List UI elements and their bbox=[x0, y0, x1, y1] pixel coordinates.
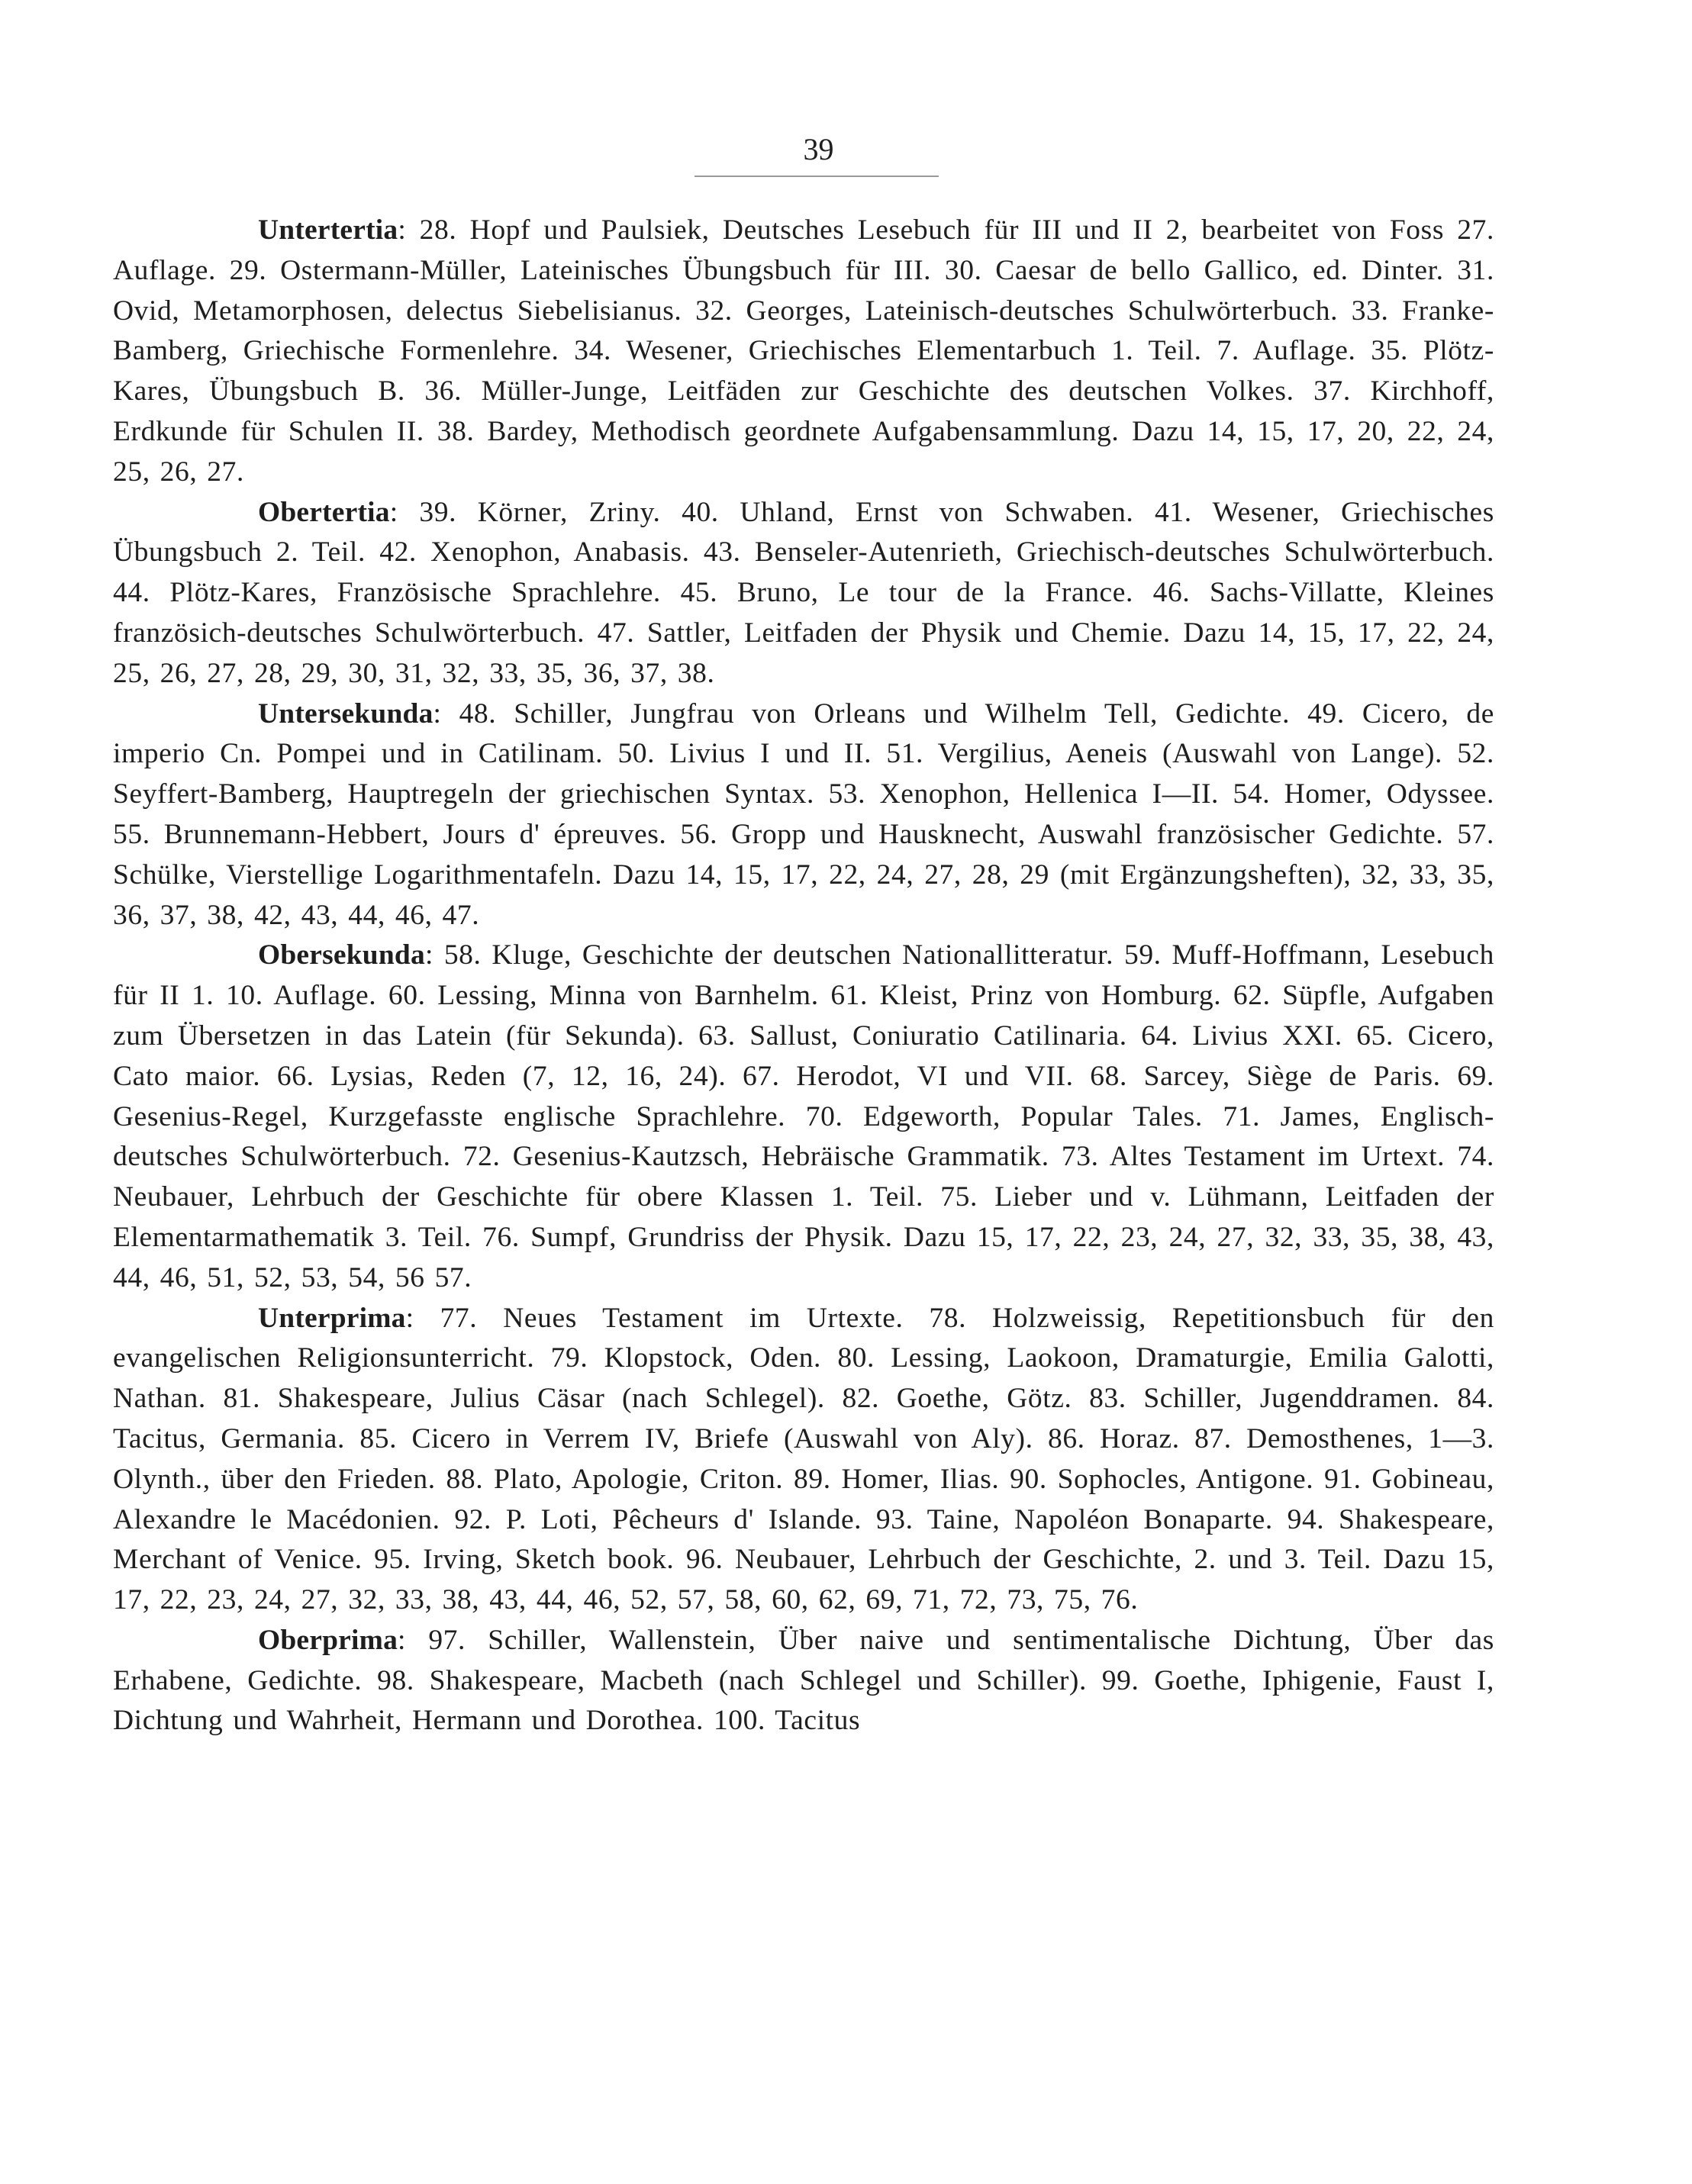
section-heading: Obersekunda bbox=[258, 939, 425, 971]
section-unterprima bbox=[113, 1299, 1494, 1621]
section-text: : 58. Kluge, Geschichte der deutschen Nationallitteratur. 59. Muff-Hoffmann, Lesebuch für II 1. 10. Auflage. 60. Lessing, Minna von Barnhelm. 61. Kleist, Prinz von Homburg. 62. Süpfle, Aufgaben zum Übersetzen in das Latein (für Sekunda). 63. Sallust, Coniuratio Catilinaria. 64. Livius XXI. 65. Cicero, Cato maior. 66. Lysias, Reden (7, 12, 16, 24). 67. Herodot, VI und VII. 68. Sarcey, Siège de Paris. 69. Gesenius-Regel, Kurzgefasste englische Sprachlehre. 70. Edgeworth, Popular Tales. 71. James, Englisch-deutsches Schulwörterbuch. 72. Gesenius-Kautzsch, Hebräische Grammatik. 73. Altes Testament im Urtext. 74. Neubauer, Lehrbuch der Geschichte für obere Klassen 1. Teil. 75. Lieber und v. Lühmann, Leitfaden der Elementarmathematik 3. Teil. 76. Sumpf, Grundriss der Physik. Dazu 15, 17, 22, 23, 24, 27, 32, 33, 35, 38, 43, 44, 46, 51, 52, 53, 54, 56 57. bbox=[113, 939, 1494, 1293]
section-untertertia bbox=[113, 211, 1494, 493]
book-list bbox=[113, 211, 1494, 1741]
section-heading: Unterprima bbox=[258, 1302, 406, 1334]
section-text: : 97. Schiller, Wallenstein, Über naive und sentimentalische Dichtung, Über das Erhabene, Gedichte. 98. Shakespeare, Macbeth (nach Schlegel und Schiller). 99. Goethe, Iphigenie, Faust I, Dichtung und Wahrheit, Hermann und Dorothea. 100. Tacitus bbox=[113, 1624, 1494, 1737]
header-rule bbox=[695, 176, 939, 177]
section-text: : 28. Hopf und Paulsiek, Deutsches Lesebuch für III und II 2, bearbeitet von Foss 27. Auflage. 29. Ostermann-Müller, Lateinisches Übungsbuch für III. 30. Caesar de bello Gallico, ed. Dinter. 31. Ovid, Metamorphosen, delectus Siebelisianus. 32. Georges, Lateinisch-deutsches Schulwörterbuch. 33. Franke-Bamberg, Griechische Formenlehre. 34. Wesener, Griechisches Elementarbuch 1. Teil. 7. Auflage. 35. Plötz-Kares, Übungsbuch B. 36. Müller-Junge, Leitfäden zur Geschichte des deutschen Volkes. 37. Kirchhoff, Erdkunde für Schulen II. 38. Bardey, Methodisch geordnete Aufgabensammlung. Dazu 14, 15, 17, 20, 22, 24, 25, 26, 27. bbox=[113, 214, 1494, 488]
section-oberprima bbox=[113, 1621, 1494, 1741]
section-obertertia bbox=[113, 493, 1494, 694]
section-text: : 48. Schiller, Jungfrau von Orleans und Wilhelm Tell, Gedichte. 49. Cicero, de imperio Cn. Pompei und in Catilinam. 50. Livius I und II. 51. Vergilius, Aeneis (Auswahl von Lange). 52. Seyffert-Bamberg, Hauptregeln der griechischen Syntax. 53. Xenophon, Hellenica I—II. 54. Homer, Odyssee. 55. Brunnemann-Hebbert, Jours d' épreuves. 56. Gropp und Hausknecht, Auswahl französischer Gedichte. 57. Schülke, Vierstellige Logarithmentafeln. Dazu 14, 15, 17, 22, 24, 27, 28, 29 (mit Ergänzungsheften), 32, 33, 35, 36, 37, 38, 42, 43, 44, 46, 47. bbox=[113, 697, 1494, 931]
section-heading: Untersekunda bbox=[258, 697, 433, 730]
section-text: : 39. Körner, Zriny. 40. Uhland, Ernst von Schwaben. 41. Wesener, Griechisches Übungsbuch 2. Teil. 42. Xenophon, Anabasis. 43. Benseler-Autenrieth, Griechisch-deutsches Schulwörterbuch. 44. Plötz-Kares, Französische Sprachlehre. 45. Bruno, Le tour de la France. 46. Sachs-Villatte, Kleines französich-deutsches Schulwörterbuch. 47. Sattler, Leitfaden der Physik und Chemie. Dazu 14, 15, 17, 22, 24, 25, 26, 27, 28, 29, 30, 31, 32, 33, 35, 36, 37, 38. bbox=[113, 496, 1494, 689]
section-obersekunda bbox=[113, 936, 1494, 1298]
section-heading: Obertertia bbox=[258, 496, 390, 528]
section-heading: Untertertia bbox=[258, 214, 398, 246]
section-heading: Oberprima bbox=[258, 1624, 398, 1656]
page-number: 39 bbox=[803, 132, 834, 166]
section-untersekunda bbox=[113, 694, 1494, 936]
section-text: : 77. Neues Testament im Urtexte. 78. Holzweissig, Repetitionsbuch für den evangelischen Religionsunterricht. 79. Klopstock, Oden. 80. Lessing, Laokoon, Dramaturgie, Emilia Galotti, Nathan. 81. Shakespeare, Julius Cäsar (nach Schlegel). 82. Goethe, Götz. 83. Schiller, Jugenddramen. 84. Tacitus, Germania. 85. Cicero in Verrem IV, Briefe (Auswahl von Aly). 86. Horaz. 87. Demosthenes, 1—3. Olynth., über den Frieden. 88. Plato, Apologie, Criton. 89. Homer, Ilias. 90. Sophocles, Antigone. 91. Gobineau, Alexandre le Macédonien. 92. P. Loti, Pêcheurs d' Islande. 93. Taine, Napoléon Bonaparte. 94. Shakespeare, Merchant of Venice. 95. Irving, Sketch book. 96. Neubauer, Lehrbuch der Geschichte, 2. und 3. Teil. Dazu 15, 17, 22, 23, 24, 27, 32, 33, 38, 43, 44, 46, 52, 57, 58, 60, 62, 69, 71, 72, 73, 75, 76. bbox=[113, 1302, 1494, 1616]
